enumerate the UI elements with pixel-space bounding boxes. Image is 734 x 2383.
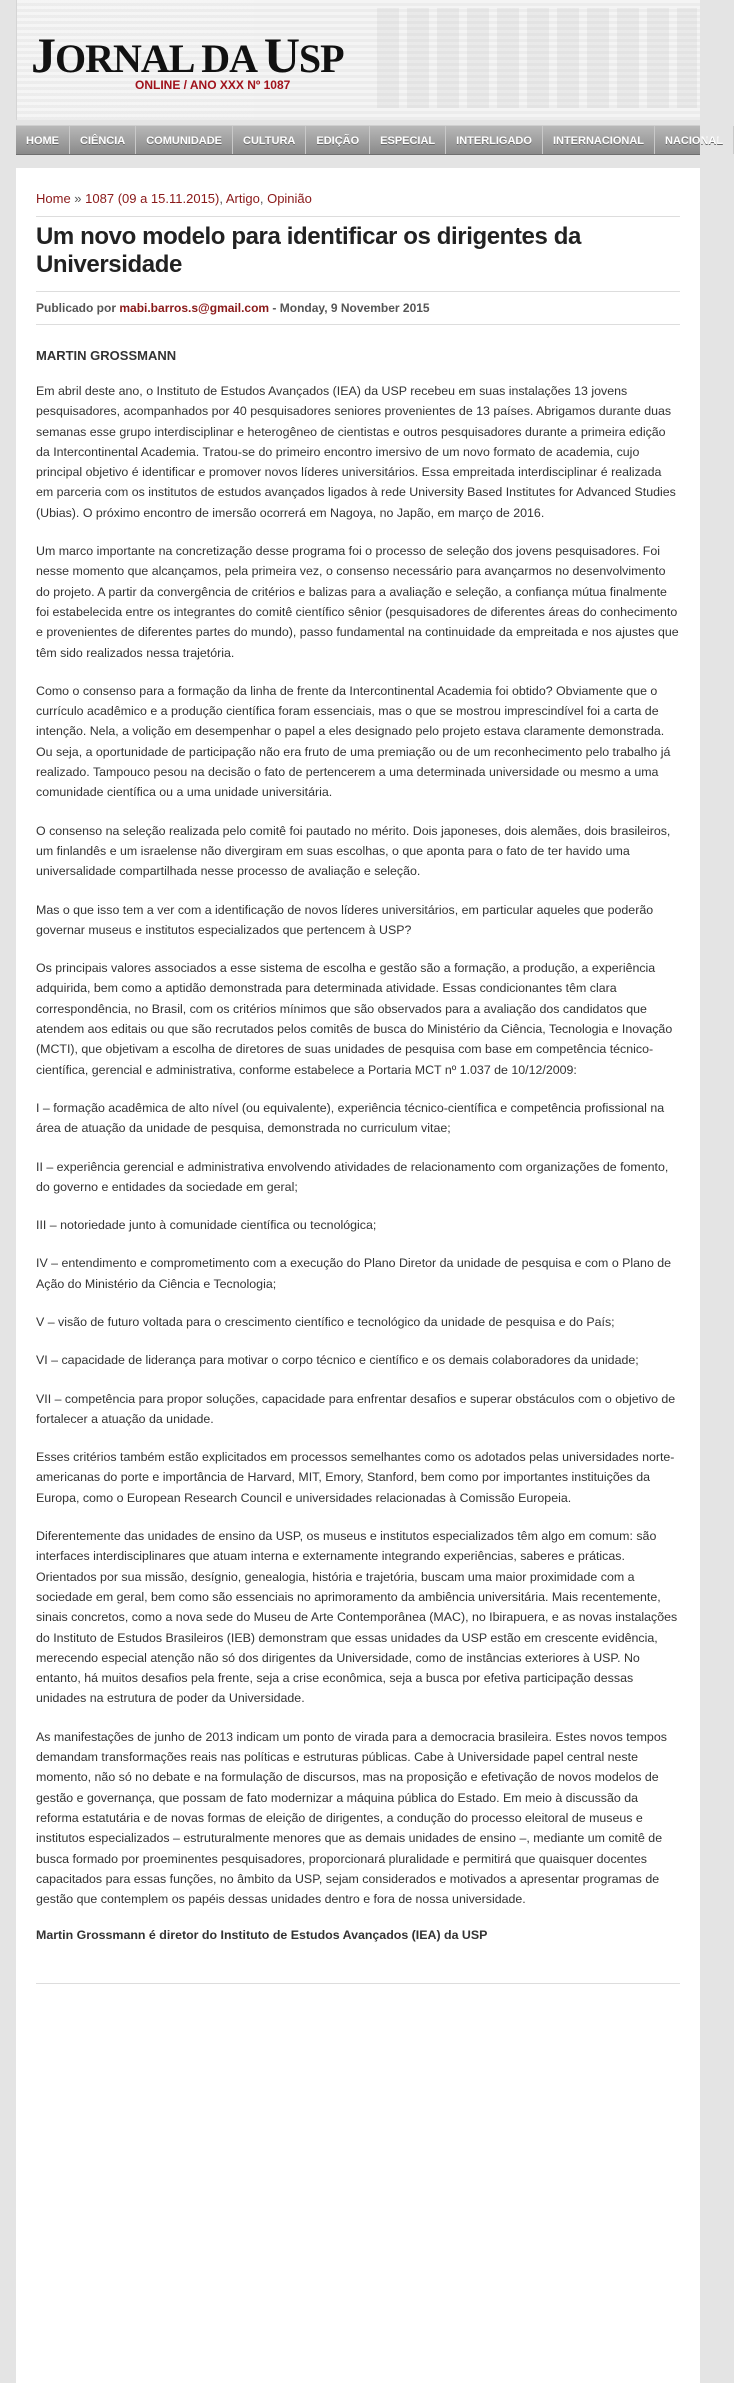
list-paragraph: I – formação acadêmica de alto nível (ou equivalente), experiência técnico-científica e competência profissional na área de atuação da unidade de pesquisa, demonstrada no curriculum vitae; <box>36 1100 665 1136</box>
breadcrumb-separator: , <box>259 191 268 206</box>
masthead <box>16 0 700 120</box>
article-container <box>16 168 700 2383</box>
divider <box>36 291 680 292</box>
divider <box>36 324 680 325</box>
paragraph: Em abril deste ano, o Instituto de Estudos Avançados (IEA) da USP recebeu em suas instalações 13 jovens pesquisadores, acompanhados por 40 pesquisadores seniores provenientes de 13 países. Abrigamos durante duas semanas esse grupo interdisciplinar e heterogêneo de cientistas e outros pesquisadores durante a primeira edição da Intercontinental Academia. Tratou-se do primeiro encontro imersivo de um novo formato de academia, cujo principal objetivo é identificar e promover novos líderes universitários. Essa empreitada interdisciplinar é realizada em parceria com os institutos de estudos avançados ligados à rede University Based Institutes for Advanced Studies (Ubias). O próximo encontro de imersão ocorrerá em Nagoya, no Japão, em março de 2016. <box>36 384 676 520</box>
breadcrumb-category-artigo[interactable]: Artigo <box>225 191 260 206</box>
breadcrumb-issue[interactable]: 1087 (09 a 15.11.2015) <box>85 191 220 206</box>
paragraph: Esses critérios também estão explicitados em processos semelhantes como os adotados pelas universidades norte-americanas do porte e importância de Harvard, MIT, Emory, Stanford, bem como por importantes instituições da Europa, como o European Research Council e universidades relacionadas à Comissão Europeia. <box>36 1450 675 1505</box>
paragraph: As manifestações de junho de 2013 indicam um ponto de virada para a democracia brasileira. Estes novos tempos demandam transformações reais nas políticas e estruturas públicas. Cabe à Universidade papel central neste momento, não só no debate e na formulação de discursos, mas na proposição e efetivação de novos modelos de gestão e governança, que possam de fato modernizar a máquina pública do Estado. Em meio à discussão da reforma estatutária e de novas formas de eleição de dirigentes, a condução do processo eleitoral de museus e institutos especializados – estruturalmente menores que as demais unidades de ensino –, mediante um comitê de busca formado por proeminentes pesquisadores, proporcionará pluralidade e permitirá que quaisquer docentes capacitados para essas funções, no âmbito da USP, sejam considerados e motivados a apresentar programas de gestão que contemplem os papéis dessas unidades dentro e fora de nossa universidade. <box>36 1729 667 1907</box>
list-paragraph: V – visão de futuro voltada para o crescimento científico e tecnológico da unidade de pesquisa e do País; <box>36 1314 615 1329</box>
byline-author-link[interactable]: mabi.barros.s@gmail.com <box>119 301 270 315</box>
site-logo[interactable] <box>31 27 344 104</box>
byline <box>36 300 680 316</box>
list-paragraph: VII – competência para propor soluções, capacidade para enfrentar desafios e superar obstáculos com o objetivo de fortalecer a atuação da unidade. <box>36 1391 676 1426</box>
paragraph: Os principais valores associados a esse sistema de escolha e gestão são a formação, a produção, a experiência adquirida, bem como a aptidão demonstrada para determinada atividade. Essas condicionantes têm clara correspondência, no Brasil, com os critérios mínimos que são observados para a avaliação dos candidatos que atendem aos editais ou que são recrutados pelos comitês de busca do Ministério da Ciência, Tecnologia e Inovação (MCTI), que objetivam a escolha de diretores de suas unidades de pesquisa com base em competência técnico-científica, gerencial e administrativa, conforme estabelece a Portaria MCT nº 1.037 de 10/12/2009: <box>36 961 673 1077</box>
nav-item-especial[interactable]: ESPECIAL <box>370 126 446 154</box>
paragraph: O consenso na seleção realizada pelo comitê foi pautado no mérito. Dois japoneses, dois alemães, dois brasileiros, um finlandês e um israelense não divergiram em suas escolhas, o que aponta para o fato de ter havido uma universalidade compartilhada nesse processo de avaliação e seleção. <box>36 823 671 879</box>
byline-date: - Monday, 9 November 2015 <box>269 301 430 315</box>
nav-item-cultura[interactable]: CULTURA <box>233 126 306 154</box>
paragraph: Como o consenso para a formação da linha de frente da Intercontinental Academia foi obtido? Obviamente que o currículo acadêmico e a produção científica foram essenciais, mas o que se mostrou imprescindível foi a carta de intenção. Nela, a volição em desempenhar o papel a eles designado pelo projeto estava claramente demonstrada. Ou seja, a oportunidade de participação não era fruto de uma premiação ou de um reconhecimento pelo trabalho já realizado. Tampouco pesou na decisão o fato de pertencerem a uma determinada universidade ou mesmo a uma comunidade científica ou a uma unidade universitária. <box>36 683 671 800</box>
divider <box>36 1983 680 1984</box>
article-body <box>36 381 680 1909</box>
divider <box>36 216 680 217</box>
nav-item-ciencia[interactable]: CIÊNCIA <box>70 126 136 154</box>
nav-item-internacional[interactable]: INTERNACIONAL <box>543 126 655 154</box>
author-signature: Martin Grossmann é diretor do Instituto de Estudos Avançados (IEA) da USP <box>36 1928 488 1943</box>
breadcrumb-separator: , <box>219 191 226 206</box>
nav-item-nacional[interactable]: NACIONAL <box>655 126 734 154</box>
article-title: Um novo modelo para identificar os dirigentes da Universidade <box>36 223 581 278</box>
nav-item-edicao[interactable]: EDIÇÃO <box>306 126 370 154</box>
main-nav <box>16 125 724 155</box>
breadcrumb-category-opiniao[interactable]: Opinião <box>267 191 312 206</box>
paragraph: Mas o que isso tem a ver com a identificação de novos líderes universitários, em particular aqueles que poderão governar museus e institutos especializados que pertencem à USP? <box>36 902 654 937</box>
logo-title: JORNAL DA USP <box>31 27 344 83</box>
list-paragraph: VI – capacidade de liderança para motivar o corpo técnico e científico e os demais colaboradores da unidade; <box>36 1353 639 1368</box>
nav-item-interligado[interactable]: INTERLIGADO <box>446 126 543 154</box>
breadcrumb <box>36 190 680 208</box>
list-paragraph: III – notoriedade junto à comunidade científica ou tecnológica; <box>36 1218 377 1233</box>
paragraph: Diferentemente das unidades de ensino da USP, os museus e institutos especializados têm algo em comum: são interfaces interdisciplinares que atuam interna e externamente integrando experiências, saberes e práticas. Orientados por sua missão, desígnio, genealogia, história e trajetória, buscam uma maior proximidade com a sociedade em geral, bem como são essenciais no aprimoramento da ambiência universitária. Mais recentemente, sinais concretos, como a nova sede do Museu de Arte Contemporânea (MAC), no Ibirapuera, e as novas instalações do Instituto de Estudos Brasileiros (IEB) demonstram que essas unidades da USP estão em crescente evidência, merecendo especial atenção não só dos dirigentes da Universidade, como de instâncias exteriores à USP. No entanto, há muitos desafios pela frente, seja a crise econômica, seja a busca por efetiva participação dessas unidades na estrutura de poder da Universidade. <box>36 1529 678 1706</box>
breadcrumb-separator: » <box>70 191 86 206</box>
nav-item-comunidade[interactable]: COMUNIDADE <box>136 126 233 154</box>
paragraph: Um marco importante na concretização desse programa foi o processo de seleção dos jovens pesquisadores. Foi nesse momento que alcançamos, pela primeira vez, o consenso necessário para avançarmos no desenvolvimento do projeto. A partir da convergência de critérios e balizas para a avaliação e seleção, a confiança mútua finalmente foi estabelecida entre os integrantes do comitê científico sênior (pesquisadores de diferentes áreas do conhecimento e provenientes de diferentes partes do mundo), passo fundamental na continuidade da empreitada e nos ajustes que têm sido realizados nessa trajetória. <box>36 544 679 660</box>
byline-prefix: Publicado por <box>36 301 120 315</box>
article-author: MARTIN GROSSMANN <box>36 348 177 363</box>
nav-item-home[interactable]: HOME <box>16 126 70 154</box>
edition-label: ONLINE / ANO XXX Nº 1087 <box>135 78 291 92</box>
breadcrumb-home[interactable]: Home <box>36 191 71 206</box>
list-paragraph: II – experiência gerencial e administrativa envolvendo atividades de relacionamento com organizações de fomento, do governo e entidades da sociedade em geral; <box>36 1159 669 1194</box>
list-paragraph: IV – entendimento e comprometimento com a execução do Plano Diretor da unidade de pesquisa e com o Plano de Ação do Ministério da Ciência e Tecnologia; <box>36 1256 672 1291</box>
